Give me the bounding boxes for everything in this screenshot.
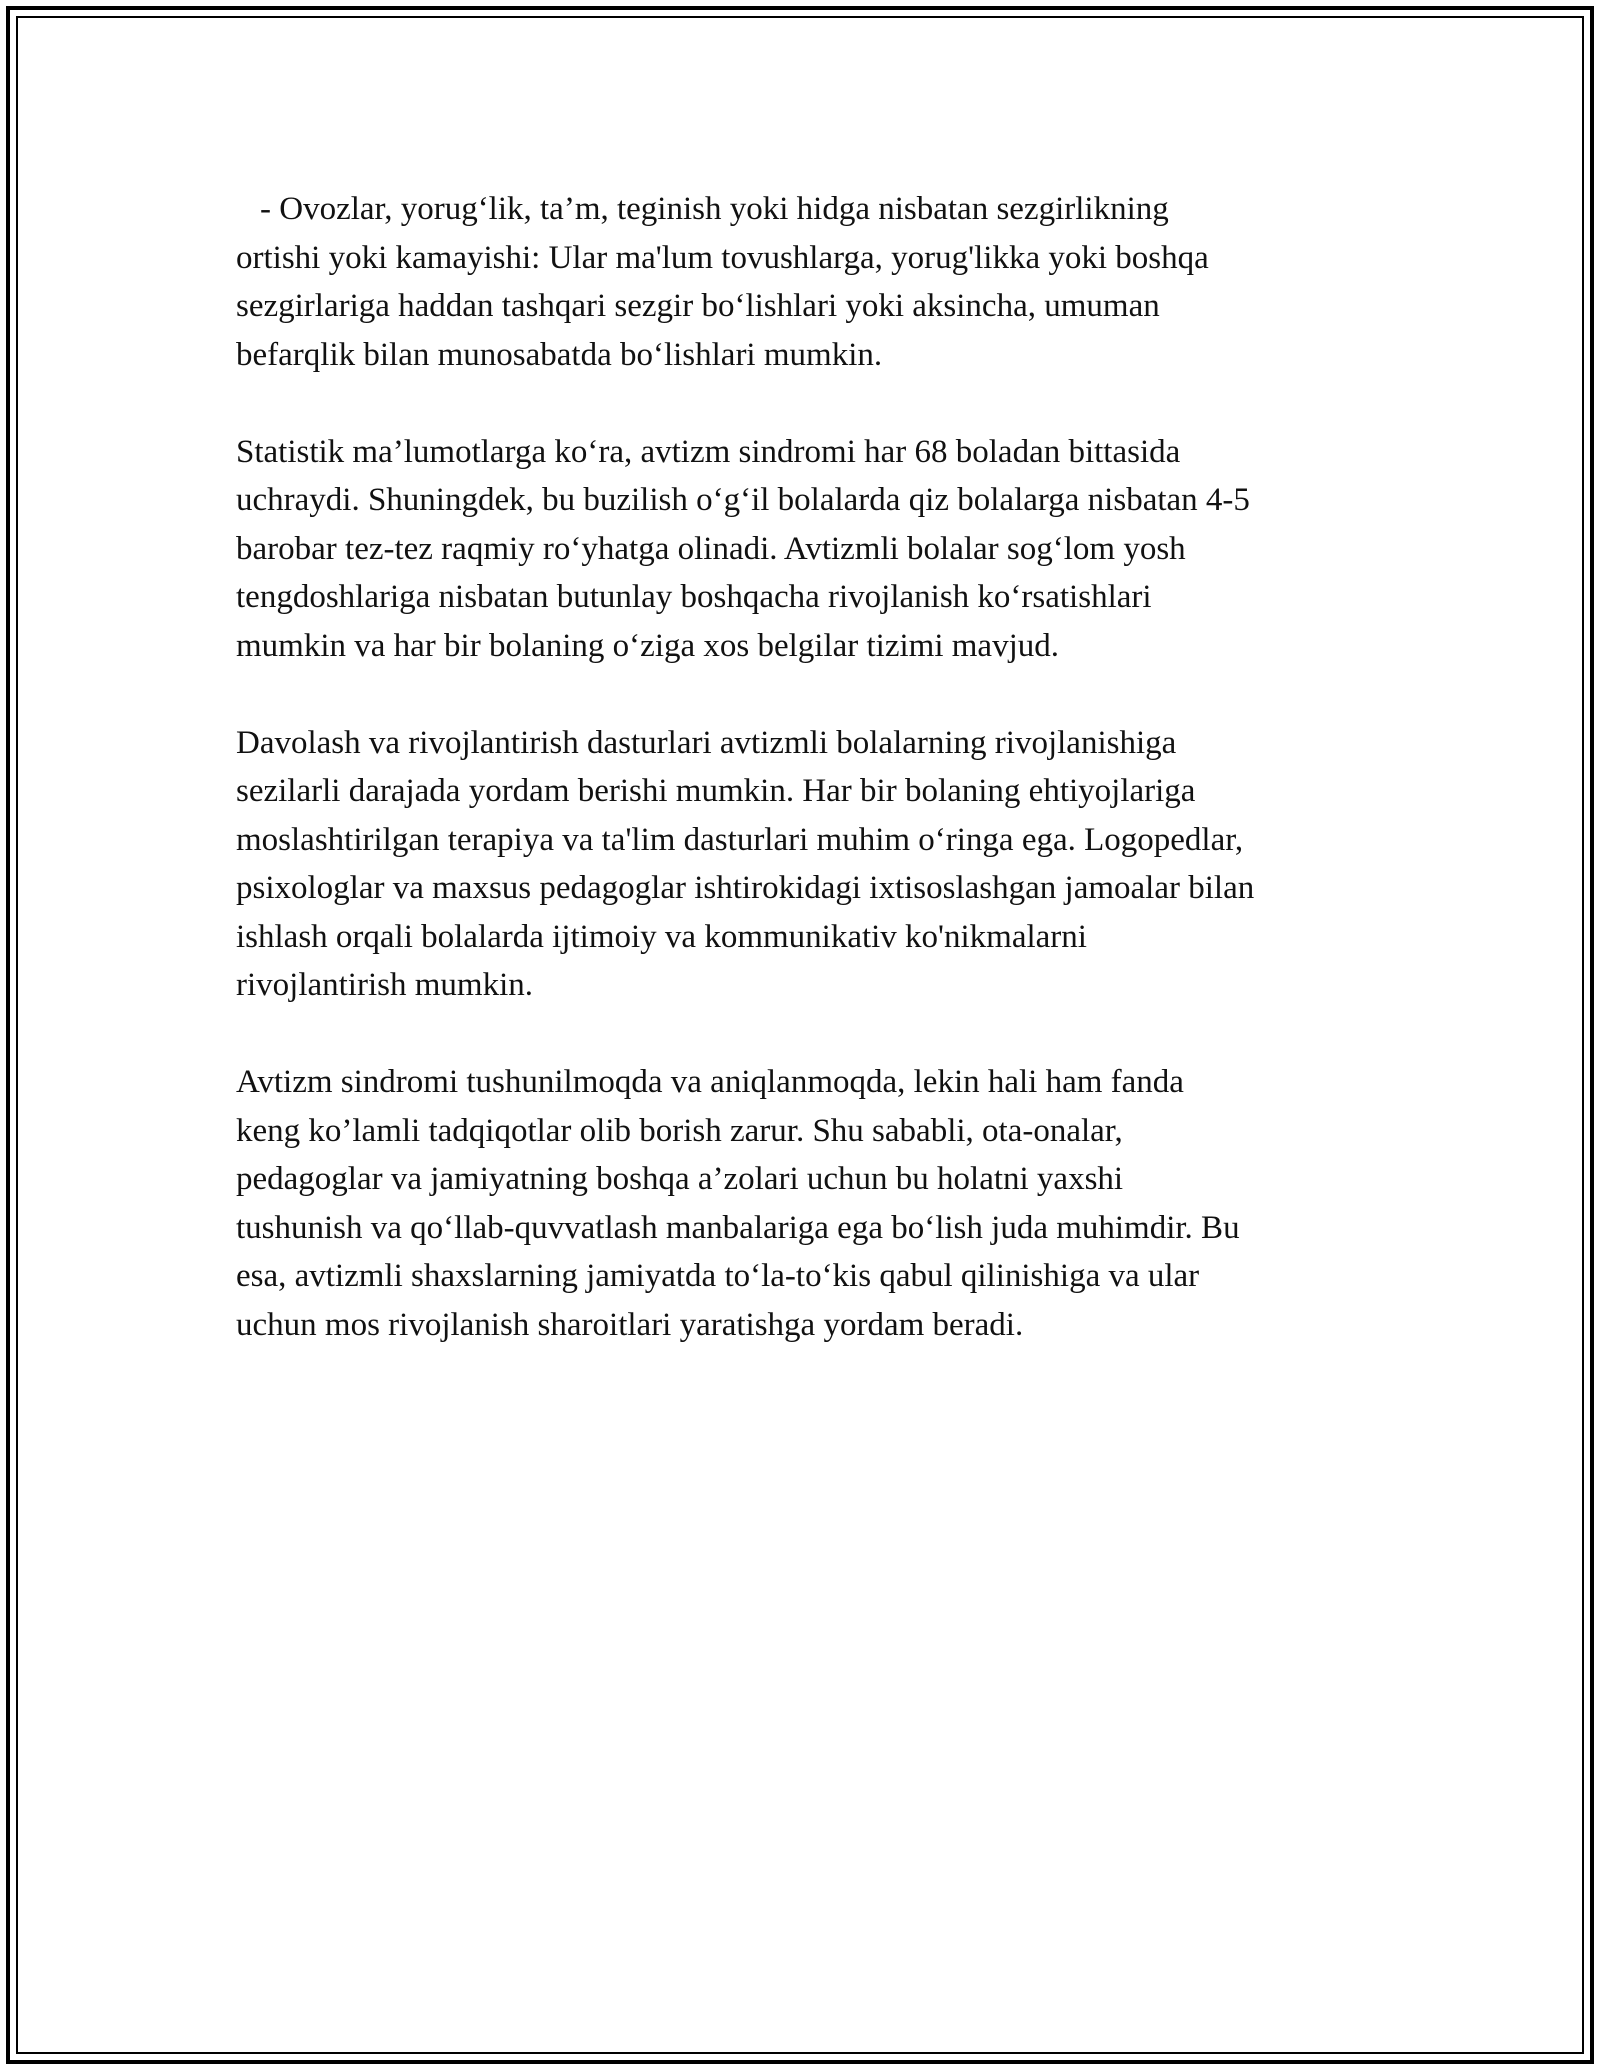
paragraph-line: ortishi yoki kamayishi: Ular ma'lum tovushlarga, yorug'likka yoki boshqa [236, 239, 1209, 276]
paragraph-line: mumkin va har bir bolaning o‘ziga xos belgilar tizimi mavjud. [236, 627, 1059, 664]
paragraph-line: befarqlik bilan munosabatda bo‘lishlari mumkin. [236, 336, 883, 373]
paragraph-line: esa, avtizmli shaxslarning jamiyatda to‘la-to‘kis qabul qilinishiga va ular [236, 1258, 1200, 1294]
paragraph-line: barobar tez-tez raqmiy ro‘yhatga olinadi. Avtizmli bolalar sog‘lom yosh [236, 530, 1186, 567]
paragraph-line: rivojlantirish mumkin. [236, 967, 533, 1003]
paragraph-line: Davolash va rivojlantirish dasturlari avtizmli bolalarning rivojlanishiga [236, 724, 1177, 761]
paragraph-treatment-programs [236, 719, 1386, 1010]
paragraph-line: tengdoshlariga nisbatan butunlay boshqacha rivojlanish ko‘rsatishlari [236, 579, 1152, 615]
paragraph-line: uchun mos rivojlanish sharoitlari yaratishga yordam beradi. [236, 1306, 1024, 1343]
paragraph-line: uchraydi. Shuningdek, bu buzilish o‘g‘il bolalarda qiz bolalarga nisbatan 4-5 [236, 482, 1250, 518]
paragraph-sensory-sensitivity [236, 185, 1386, 379]
paragraph-line: psixologlar va maxsus pedagoglar ishtirokidagi ixtisoslashgan jamoalar bilan [236, 870, 1255, 906]
paragraph-statistics [236, 428, 1386, 671]
paragraph-line: ishlash orqali bolalarda ijtimoiy va kommunikativ ko'nikmalarni [236, 918, 1087, 955]
paragraph-line: Statistik ma’lumotlarga ko‘ra, avtizm sindromi har 68 boladan bittasida [236, 433, 1181, 470]
paragraph-line: tushunish va qo‘llab-quvvatlash manbalariga ega bo‘lish juda muhimdir. Bu [236, 1209, 1240, 1246]
paragraph-line: - Ovozlar, yorug‘lik, ta’m, teginish yoki hidga nisbatan sezgirlikning [260, 191, 1169, 227]
document-body [236, 185, 1386, 1398]
paragraph-line: pedagoglar va jamiyatning boshqa a’zolari uchun bu holatni yaxshi [236, 1161, 1124, 1197]
paragraph-line: moslashtirilgan terapiya va ta'lim dasturlari muhim o‘ringa ega. Logopedlar, [236, 821, 1244, 858]
paragraph-line: sezgirlariga haddan tashqari sezgir bo‘lishlari yoki aksincha, umuman [236, 288, 1160, 324]
paragraph-line: sezilarli darajada yordam berishi mumkin. Har bir bolaning ehtiyojlariga [236, 773, 1196, 809]
paragraph-line: Avtizm sindromi tushunilmoqda va aniqlanmoqda, lekin hali ham fanda [236, 1064, 1184, 1100]
paragraph-research-support [236, 1058, 1386, 1349]
paragraph-line: keng ko’lamli tadqiqotlar olib borish zarur. Shu sababli, ota-onalar, [236, 1112, 1123, 1149]
